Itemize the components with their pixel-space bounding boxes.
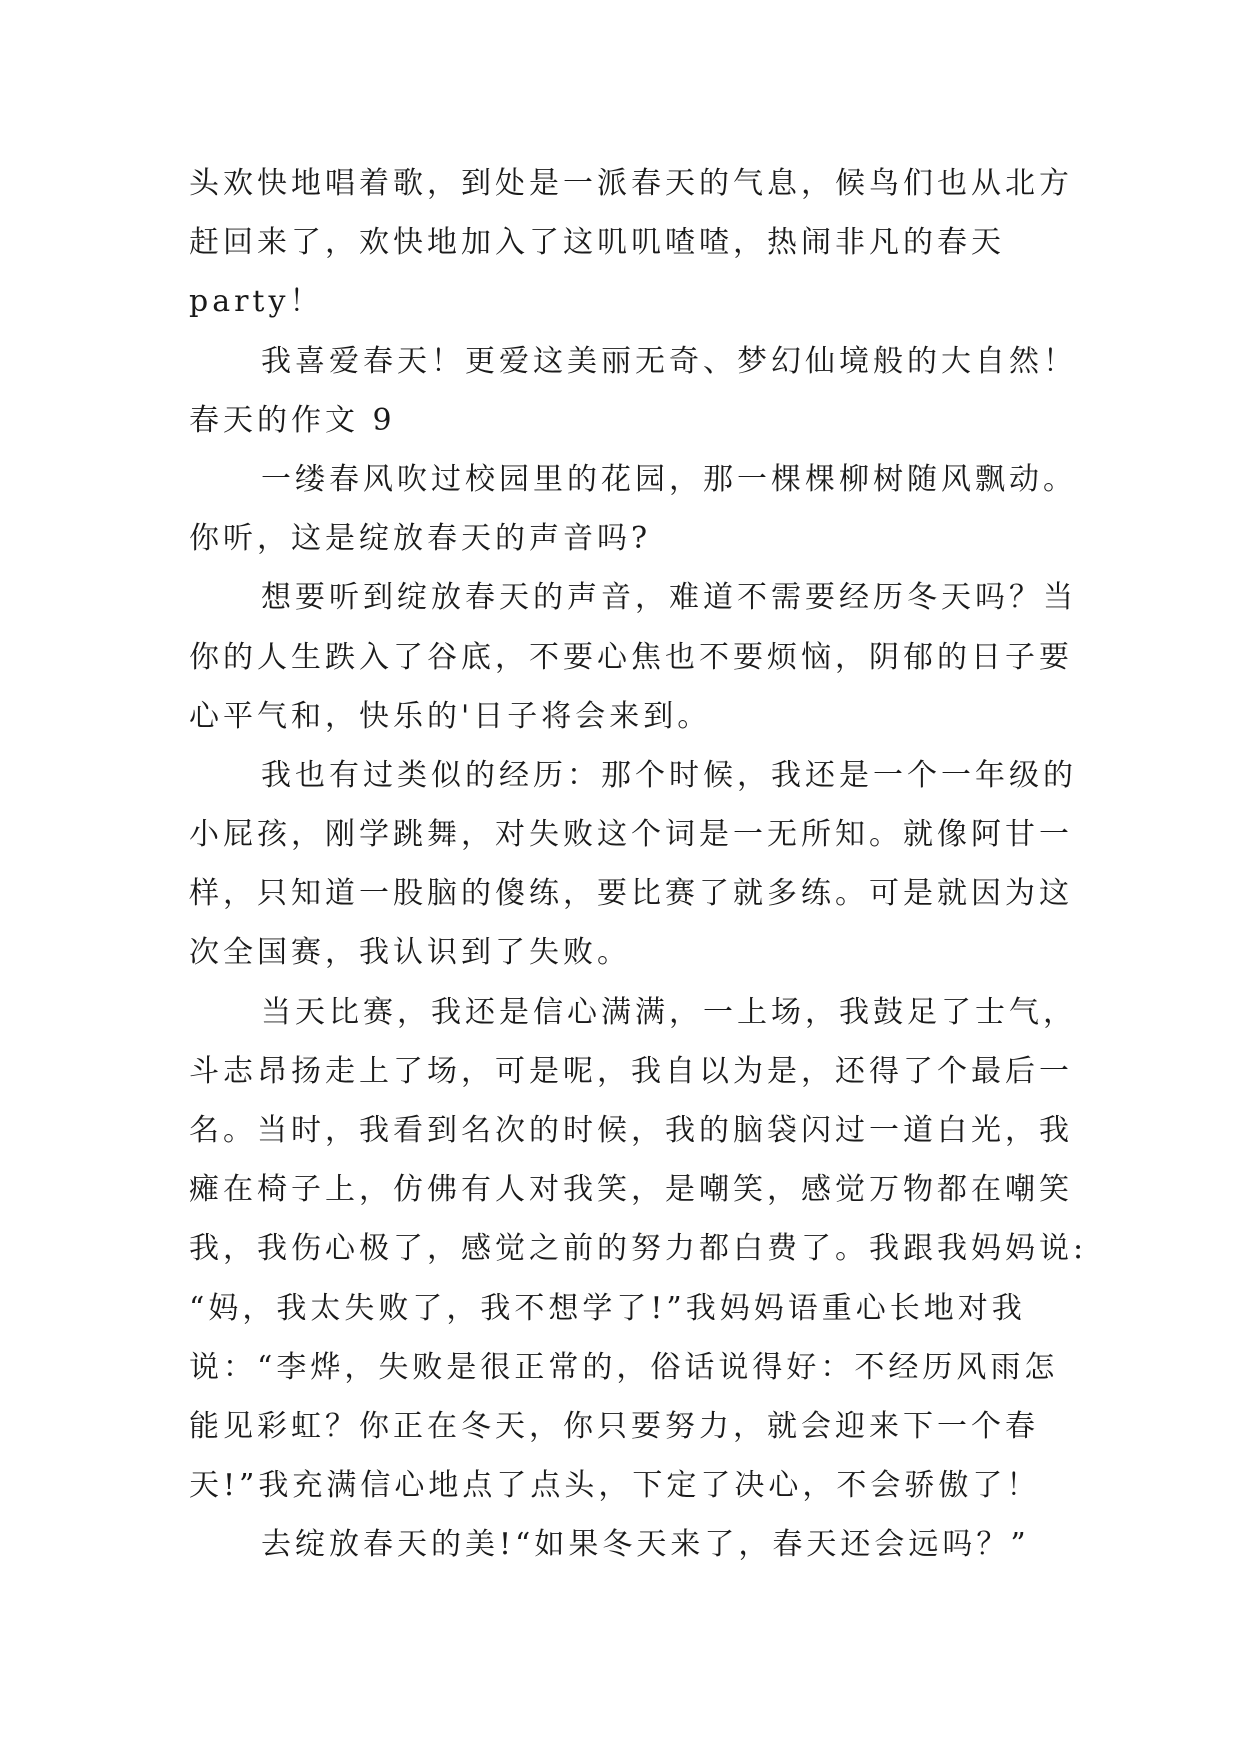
text-line-21: 说：“李烨，失败是很正常的，俗话说得好：不经历风雨怎 — [189, 1349, 1059, 1385]
text-line-16: 斗志昂扬走上了场，可是呢，我自以为是，还得了个最后一 — [189, 1053, 1073, 1089]
section-heading: 春天的作文 9 — [189, 402, 396, 438]
text-line-14: 次全国赛，我认识到了失败。 — [189, 935, 631, 971]
text-line-20: “妈，我太失败了，我不想学了!”我妈妈语重心长地对我 — [189, 1290, 1026, 1326]
text-line-7: 你听，这是绽放春天的声音吗? — [189, 521, 652, 557]
text-line-2: 赶回来了，欢快地加入了这叽叽喳喳，热闹非凡的春天 — [189, 225, 1005, 261]
text-line-15: 当天比赛，我还是信心满满，一上场，我鼓足了士气， — [261, 994, 1077, 1030]
text-line-11: 我也有过类似的经历：那个时候，我还是一个一年级的 — [261, 757, 1077, 793]
document-body — [189, 154, 1088, 1575]
text-line-24: 去绽放春天的美!“如果冬天来了，春天还会远吗？” — [261, 1527, 1030, 1563]
text-line-12: 小屁孩，刚学跳舞，对失败这个词是一无所知。就像阿甘一 — [189, 817, 1073, 853]
text-line-9: 你的人生跌入了谷底，不要心焦也不要烦恼，阴郁的日子要 — [189, 639, 1073, 675]
text-line-17: 名。当时，我看到名次的时候，我的脑袋闪过一道白光，我 — [189, 1113, 1073, 1148]
text-line-13: 样，只知道一股脑的傻练，要比赛了就多练。可是就因为这 — [189, 876, 1073, 912]
text-line-6: 一缕春风吹过校园里的花园，那一棵棵柳树随风飘动。 — [261, 461, 1077, 497]
text-line-22: 能见彩虹？你正在冬天，你只要努力，就会迎来下一个春 — [189, 1408, 1039, 1444]
text-line-1: 头欢快地唱着歌，到处是一派春天的气息，候鸟们也从北方 — [189, 166, 1073, 201]
text-line-10: 心平气和，快乐的'日子将会来到。 — [189, 698, 712, 734]
text-line-8: 想要听到绽放春天的声音，难道不需要经历冬天吗？当 — [261, 580, 1077, 616]
text-line-19: 我，我伤心极了，感觉之前的努力都白费了。我跟我妈妈说: — [189, 1231, 1088, 1267]
text-line-18: 瘫在椅子上，仿佛有人对我笑，是嘲笑，感觉万物都在嘲笑 — [189, 1172, 1073, 1208]
text-line-3: party！ — [189, 284, 324, 320]
text-line-23: 天!”我充满信心地点了点头，下定了决心，不会骄傲了！ — [189, 1468, 1041, 1504]
text-line-4: 我喜爱春天！更爱这美丽无奇、梦幻仙境般的大自然！ — [261, 343, 1077, 379]
